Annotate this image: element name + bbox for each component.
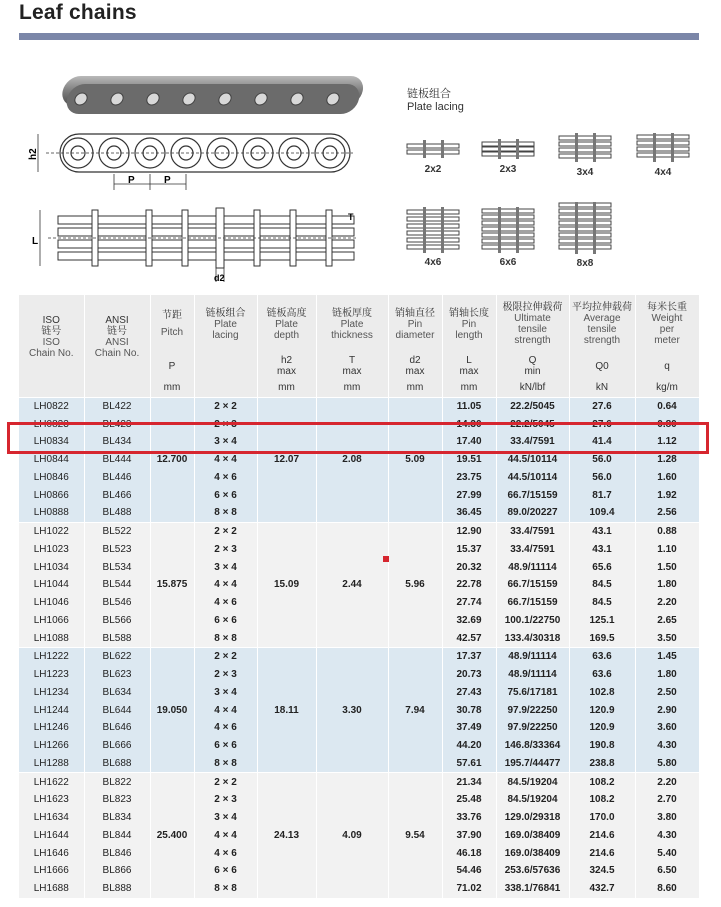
cell-average-strength: 169.5	[569, 629, 635, 647]
cell-weight: 1.50	[635, 558, 699, 576]
cell-lacing: 2 × 2	[194, 648, 257, 666]
cell-iso: LH1088	[19, 629, 84, 647]
cell-weight: 0.80	[635, 415, 699, 433]
cell-ansi: BL466	[84, 486, 150, 504]
cell-lacing: 8 × 8	[194, 504, 257, 522]
pitch-dimension-label-1: P	[128, 175, 135, 186]
cell-lacing: 3 × 4	[194, 433, 257, 451]
cell-pin-length: 17.40	[442, 433, 496, 451]
cell-average-strength: 214.6	[569, 827, 635, 845]
header-pitch-symbol: P	[150, 353, 194, 379]
cell-average-strength: 108.2	[569, 773, 635, 791]
cell-lacing: 4 × 6	[194, 719, 257, 737]
header-ansi: ANSI 链号 ANSI Chain No.	[84, 295, 150, 379]
cell-lacing: 4 × 4	[194, 701, 257, 719]
cell-thickness: 3.30	[316, 648, 388, 773]
cell-pin-length: 33.76	[442, 809, 496, 827]
cell-pin-length: 11.05	[442, 397, 496, 415]
cell-ansi: BL534	[84, 558, 150, 576]
cell-weight: 3.60	[635, 719, 699, 737]
cell-lacing: 4 × 6	[194, 469, 257, 487]
cell-pitch: 19.050	[150, 648, 194, 773]
header-ultimate-strength: 极限拉伸载荷 Ultimate tensile strength	[496, 295, 569, 353]
header-weight: 每米长重 Weight per meter	[635, 295, 699, 353]
cell-pin-length: 23.75	[442, 469, 496, 487]
lacing-6x6-icon	[480, 207, 536, 253]
cell-lacing: 6 × 6	[194, 612, 257, 630]
cell-pin-length: 12.90	[442, 522, 496, 540]
cell-iso: LH0844	[19, 451, 84, 469]
cell-ultimate-strength: 33.4/7591	[496, 433, 569, 451]
cell-ultimate-strength: 84.5/19204	[496, 773, 569, 791]
cell-depth: 12.07	[257, 397, 316, 522]
cell-ultimate-strength: 22.2/5045	[496, 397, 569, 415]
cell-lacing: 6 × 6	[194, 486, 257, 504]
cell-pin-diameter: 9.54	[388, 773, 442, 898]
cell-ansi: BL422	[84, 397, 150, 415]
cell-average-strength: 27.6	[569, 397, 635, 415]
cell-weight: 3.50	[635, 629, 699, 647]
cell-pin-length: 37.49	[442, 719, 496, 737]
cell-ansi: BL566	[84, 612, 150, 630]
cell-pin-length: 27.74	[442, 594, 496, 612]
cell-iso: LH1634	[19, 809, 84, 827]
lacing-2x2-icon	[405, 138, 461, 160]
title-divider	[19, 33, 699, 40]
cell-thickness: 2.08	[316, 397, 388, 522]
unit-pin-length: mm	[442, 379, 496, 397]
l-dimension-label: L	[32, 236, 39, 247]
leaf-chain-spec-table	[19, 295, 700, 898]
cell-weight: 2.65	[635, 612, 699, 630]
cell-pin-length: 22.78	[442, 576, 496, 594]
cell-ultimate-strength: 169.0/38409	[496, 827, 569, 845]
header-average-strength-symbol: Q0	[569, 353, 635, 379]
cell-lacing: 4 × 6	[194, 844, 257, 862]
cell-ultimate-strength: 84.5/19204	[496, 791, 569, 809]
cell-pin-length: 27.43	[442, 684, 496, 702]
cell-average-strength: 63.6	[569, 648, 635, 666]
cell-iso: LH1222	[19, 648, 84, 666]
cell-depth: 24.13	[257, 773, 316, 898]
cell-iso: LH1623	[19, 791, 84, 809]
lacing-4x6: 4x6	[405, 207, 461, 268]
cell-weight: 1.80	[635, 576, 699, 594]
cell-ultimate-strength: 33.4/7591	[496, 522, 569, 540]
cell-average-strength: 63.6	[569, 666, 635, 684]
cell-average-strength: 238.8	[569, 755, 635, 773]
cell-iso: LH1266	[19, 737, 84, 755]
cell-ansi: BL846	[84, 844, 150, 862]
spec-table-body	[19, 397, 699, 898]
cell-average-strength: 84.5	[569, 594, 635, 612]
cell-weight: 5.80	[635, 755, 699, 773]
lacing-4x4-icon	[635, 133, 691, 163]
cell-iso: LH1022	[19, 522, 84, 540]
cell-pin-length: 36.45	[442, 504, 496, 522]
cell-ansi: BL823	[84, 791, 150, 809]
cell-ultimate-strength: 44.5/10114	[496, 469, 569, 487]
cell-iso: LH1023	[19, 541, 84, 559]
header-weight-symbol: q	[635, 353, 699, 379]
cell-pin-length: 57.61	[442, 755, 496, 773]
cell-weight: 1.12	[635, 433, 699, 451]
cell-iso: LH1688	[19, 880, 84, 898]
cell-ultimate-strength: 66.7/15159	[496, 576, 569, 594]
header-ultimate-strength-symbol: Q min	[496, 353, 569, 379]
cell-average-strength: 108.2	[569, 791, 635, 809]
cell-ansi: BL822	[84, 773, 150, 791]
lacing-3x4-icon	[557, 133, 613, 163]
cell-thickness: 2.44	[316, 522, 388, 647]
cell-pin-length: 20.32	[442, 558, 496, 576]
cell-ansi: BL444	[84, 451, 150, 469]
cell-ultimate-strength: 48.9/11114	[496, 666, 569, 684]
cell-lacing: 3 × 4	[194, 558, 257, 576]
cell-iso: LH1223	[19, 666, 84, 684]
cell-iso: LH1234	[19, 684, 84, 702]
cell-average-strength: 120.9	[569, 719, 635, 737]
header-pin-length-symbol: L max	[442, 353, 496, 379]
cell-pin-length: 25.48	[442, 791, 496, 809]
cell-iso: LH0866	[19, 486, 84, 504]
table-row	[19, 397, 699, 415]
cell-weight: 4.30	[635, 737, 699, 755]
cell-average-strength: 109.4	[569, 504, 635, 522]
header-depth-symbol: h2 max	[257, 353, 316, 379]
cell-ultimate-strength: 129.0/29318	[496, 809, 569, 827]
cell-iso: LH0834	[19, 433, 84, 451]
cell-ansi: BL634	[84, 684, 150, 702]
lacing-4x6-icon	[405, 207, 461, 253]
cell-weight: 8.60	[635, 880, 699, 898]
cell-average-strength: 27.6	[569, 415, 635, 433]
cell-lacing: 2 × 3	[194, 541, 257, 559]
lacing-2x2: 2x2	[405, 138, 461, 175]
lacing-3x4: 3x4	[557, 133, 613, 178]
header-lacing: 链板组合 Plate lacing	[194, 295, 257, 353]
cell-ansi: BL644	[84, 701, 150, 719]
cell-ultimate-strength: 75.6/17181	[496, 684, 569, 702]
pitch-dimension-label-2: P	[164, 175, 171, 186]
cell-ultimate-strength: 48.9/11114	[496, 648, 569, 666]
cell-pin-length: 44.20	[442, 737, 496, 755]
cell-ansi: BL888	[84, 880, 150, 898]
header-lacing-symbol	[194, 353, 257, 379]
plate-lacing-heading-en: Plate lacing	[407, 101, 464, 113]
cell-weight: 0.88	[635, 522, 699, 540]
cell-iso: LH1066	[19, 612, 84, 630]
cell-lacing: 8 × 8	[194, 629, 257, 647]
cell-weight: 2.56	[635, 504, 699, 522]
cell-ultimate-strength: 169.0/38409	[496, 844, 569, 862]
header-pitch: 节距 Pitch	[150, 295, 194, 353]
cell-pin-diameter: 7.94	[388, 648, 442, 773]
cell-ultimate-strength: 33.4/7591	[496, 541, 569, 559]
cell-iso: LH1244	[19, 701, 84, 719]
cell-iso: LH1622	[19, 773, 84, 791]
t-dimension-label: T	[348, 212, 354, 222]
cell-iso: LH0846	[19, 469, 84, 487]
cell-average-strength: 125.1	[569, 612, 635, 630]
cell-ultimate-strength: 146.8/33364	[496, 737, 569, 755]
cell-weight: 2.20	[635, 773, 699, 791]
unit-lacing	[194, 379, 257, 397]
cell-average-strength: 56.0	[569, 451, 635, 469]
cell-lacing: 8 × 8	[194, 880, 257, 898]
page-title: Leaf chains	[19, 1, 137, 24]
cell-ansi: BL834	[84, 809, 150, 827]
unit-iso	[19, 379, 84, 397]
unit-average-strength: kN	[569, 379, 635, 397]
cell-pin-length: 20.73	[442, 666, 496, 684]
lacing-8x8-icon	[557, 202, 613, 254]
cell-iso: LH1044	[19, 576, 84, 594]
cell-lacing: 8 × 8	[194, 755, 257, 773]
cell-average-strength: 102.8	[569, 684, 635, 702]
cell-pin-length: 17.37	[442, 648, 496, 666]
cell-ansi: BL622	[84, 648, 150, 666]
plate-lacing-heading-zh: 链板组合	[407, 88, 451, 100]
header-depth: 链板高度 Plate depth	[257, 295, 316, 353]
cell-weight: 1.60	[635, 469, 699, 487]
table-row	[19, 522, 699, 540]
cell-weight: 1.10	[635, 541, 699, 559]
cell-weight: 1.28	[635, 451, 699, 469]
cell-iso: LH1046	[19, 594, 84, 612]
cell-weight: 6.50	[635, 862, 699, 880]
cell-ansi: BL423	[84, 415, 150, 433]
cell-pin-length: 21.34	[442, 773, 496, 791]
unit-ultimate-strength: kN/lbf	[496, 379, 569, 397]
cell-ansi: BL446	[84, 469, 150, 487]
header-average-strength: 平均拉伸载荷 Average tensile strength	[569, 295, 635, 353]
cell-ultimate-strength: 22.2/5045	[496, 415, 569, 433]
cell-average-strength: 190.8	[569, 737, 635, 755]
plate-lacing-heading	[407, 88, 464, 114]
cell-pin-length: 37.90	[442, 827, 496, 845]
cell-lacing: 2 × 3	[194, 415, 257, 433]
cell-ansi: BL844	[84, 827, 150, 845]
cell-ansi: BL544	[84, 576, 150, 594]
cell-depth: 15.09	[257, 522, 316, 647]
cell-weight: 5.40	[635, 844, 699, 862]
cell-ansi: BL866	[84, 862, 150, 880]
cell-iso: LH1644	[19, 827, 84, 845]
header-iso: ISO 链号 ISO Chain No.	[19, 295, 84, 379]
cell-ultimate-strength: 253.6/57636	[496, 862, 569, 880]
cell-ansi: BL546	[84, 594, 150, 612]
cell-weight: 3.80	[635, 809, 699, 827]
cell-pin-length: 19.51	[442, 451, 496, 469]
header-pin-diameter-symbol: d2 max	[388, 353, 442, 379]
cell-ansi: BL588	[84, 629, 150, 647]
cell-depth: 18.11	[257, 648, 316, 773]
cell-average-strength: 56.0	[569, 469, 635, 487]
cell-pin-length: 15.37	[442, 541, 496, 559]
table-row	[19, 648, 699, 666]
d2-dimension-label: d2	[214, 273, 225, 283]
cell-ansi: BL488	[84, 504, 150, 522]
cell-pin-diameter: 5.96	[388, 522, 442, 647]
cell-lacing: 4 × 4	[194, 451, 257, 469]
cell-pin-length: 32.69	[442, 612, 496, 630]
cell-pin-length: 54.46	[442, 862, 496, 880]
cell-average-strength: 65.6	[569, 558, 635, 576]
cell-lacing: 4 × 4	[194, 827, 257, 845]
cell-lacing: 4 × 6	[194, 594, 257, 612]
cell-pin-length: 71.02	[442, 880, 496, 898]
cell-lacing: 2 × 3	[194, 666, 257, 684]
header-thickness-symbol: T max	[316, 353, 388, 379]
cell-iso: LH1034	[19, 558, 84, 576]
cell-pin-length: 46.18	[442, 844, 496, 862]
cell-ansi: BL666	[84, 737, 150, 755]
header-pin-diameter: 销轴直径 Pin diameter	[388, 295, 442, 353]
cell-average-strength: 324.5	[569, 862, 635, 880]
cell-lacing: 2 × 2	[194, 522, 257, 540]
cell-thickness: 4.09	[316, 773, 388, 898]
unit-thickness: mm	[316, 379, 388, 397]
cell-ansi: BL688	[84, 755, 150, 773]
cell-ultimate-strength: 133.4/30318	[496, 629, 569, 647]
table-row	[19, 773, 699, 791]
lacing-4x4: 4x4	[635, 133, 691, 178]
chain-photo-image	[52, 66, 372, 124]
cell-lacing: 3 × 4	[194, 684, 257, 702]
cell-average-strength: 81.7	[569, 486, 635, 504]
cell-iso: LH1666	[19, 862, 84, 880]
cell-weight: 1.80	[635, 666, 699, 684]
cell-lacing: 2 × 2	[194, 773, 257, 791]
cell-average-strength: 43.1	[569, 541, 635, 559]
red-marker-dot	[383, 556, 389, 562]
cell-weight: 2.70	[635, 791, 699, 809]
header-thickness: 链板厚度 Plate thickness	[316, 295, 388, 353]
cell-average-strength: 41.4	[569, 433, 635, 451]
cell-ultimate-strength: 66.7/15159	[496, 594, 569, 612]
cell-weight: 2.90	[635, 701, 699, 719]
cell-weight: 1.92	[635, 486, 699, 504]
cell-weight: 2.20	[635, 594, 699, 612]
chain-top-view-diagram	[28, 200, 368, 285]
cell-ansi: BL522	[84, 522, 150, 540]
unit-pitch: mm	[150, 379, 194, 397]
cell-pitch: 25.400	[150, 773, 194, 898]
cell-ansi: BL646	[84, 719, 150, 737]
cell-pitch: 12.700	[150, 397, 194, 522]
cell-weight: 2.50	[635, 684, 699, 702]
cell-lacing: 2 × 3	[194, 791, 257, 809]
cell-ultimate-strength: 66.7/15159	[496, 486, 569, 504]
cell-ansi: BL434	[84, 433, 150, 451]
cell-ultimate-strength: 97.9/22250	[496, 719, 569, 737]
unit-pin-diameter: mm	[388, 379, 442, 397]
cell-ultimate-strength: 338.1/76841	[496, 880, 569, 898]
cell-iso: LH1288	[19, 755, 84, 773]
lacing-6x6: 6x6	[480, 207, 536, 268]
cell-lacing: 6 × 6	[194, 737, 257, 755]
cell-iso: LH1246	[19, 719, 84, 737]
cell-lacing: 4 × 4	[194, 576, 257, 594]
cell-pin-diameter: 5.09	[388, 397, 442, 522]
cell-iso: LH0822	[19, 397, 84, 415]
cell-ansi: BL523	[84, 541, 150, 559]
cell-ansi: BL623	[84, 666, 150, 684]
cell-iso: LH0888	[19, 504, 84, 522]
cell-iso: LH0823	[19, 415, 84, 433]
h2-dimension-label: h2	[28, 148, 39, 160]
cell-ultimate-strength: 100.1/22750	[496, 612, 569, 630]
cell-lacing: 6 × 6	[194, 862, 257, 880]
cell-average-strength: 432.7	[569, 880, 635, 898]
cell-ultimate-strength: 195.7/44477	[496, 755, 569, 773]
header-pin-length: 销轴长度 Pin length	[442, 295, 496, 353]
cell-average-strength: 120.9	[569, 701, 635, 719]
cell-pin-length: 27.99	[442, 486, 496, 504]
cell-lacing: 3 × 4	[194, 809, 257, 827]
lacing-2x3-icon	[480, 138, 536, 160]
cell-average-strength: 214.6	[569, 844, 635, 862]
cell-ultimate-strength: 89.0/20227	[496, 504, 569, 522]
cell-ultimate-strength: 97.9/22250	[496, 701, 569, 719]
cell-weight: 4.30	[635, 827, 699, 845]
unit-ansi	[84, 379, 150, 397]
cell-pin-length: 30.78	[442, 701, 496, 719]
cell-iso: LH1646	[19, 844, 84, 862]
chain-side-view-diagram	[28, 128, 358, 192]
cell-weight: 1.45	[635, 648, 699, 666]
unit-depth: mm	[257, 379, 316, 397]
cell-lacing: 2 × 2	[194, 397, 257, 415]
cell-pitch: 15.875	[150, 522, 194, 647]
unit-weight: kg/m	[635, 379, 699, 397]
cell-pin-length: 14.30	[442, 415, 496, 433]
lacing-8x8: 8x8	[557, 202, 613, 269]
cell-average-strength: 84.5	[569, 576, 635, 594]
cell-ultimate-strength: 48.9/11114	[496, 558, 569, 576]
lacing-2x3: 2x3	[480, 138, 536, 175]
cell-average-strength: 43.1	[569, 522, 635, 540]
cell-pin-length: 42.57	[442, 629, 496, 647]
cell-weight: 0.64	[635, 397, 699, 415]
selected-row-highlight	[7, 422, 709, 454]
cell-average-strength: 170.0	[569, 809, 635, 827]
cell-ultimate-strength: 44.5/10114	[496, 451, 569, 469]
